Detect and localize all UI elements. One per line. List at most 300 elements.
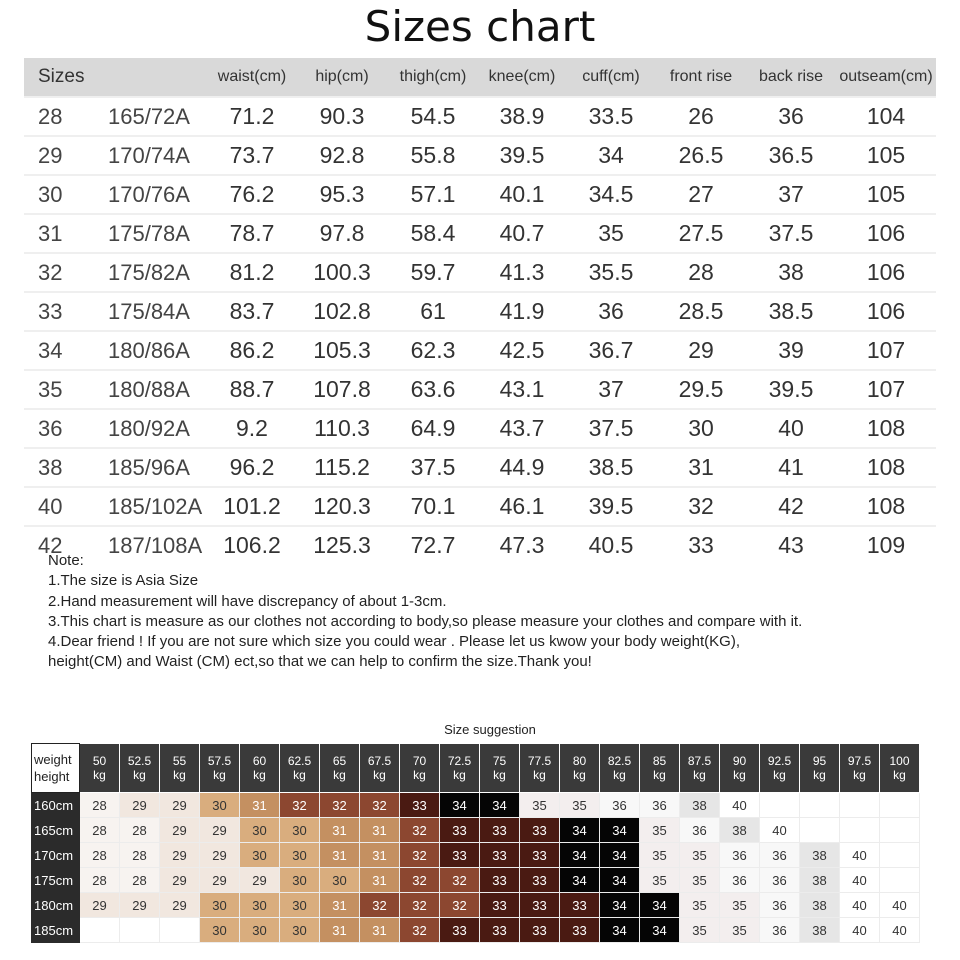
suggested-size-cell: 31: [240, 793, 280, 818]
suggested-size-cell: 33: [520, 918, 560, 943]
suggested-size-cell: 35: [680, 868, 720, 893]
weight-column-header: [480, 744, 520, 793]
weight-unit: kg: [773, 768, 786, 782]
suggestion-row: [32, 918, 920, 943]
suggested-size-cell: 33: [480, 868, 520, 893]
note-line: Note:: [48, 552, 84, 569]
table-cell: 61: [388, 292, 478, 331]
weight-column-header: [400, 744, 440, 793]
weight-column-header: [600, 744, 640, 793]
suggested-size-cell: 29: [160, 893, 200, 918]
table-cell: 38: [24, 448, 108, 487]
weight-value: 65: [332, 754, 347, 768]
suggested-size-cell: 35: [640, 818, 680, 843]
suggested-size-cell: 30: [240, 818, 280, 843]
suggested-size-cell: 34: [600, 818, 640, 843]
suggested-size-cell: 33: [480, 893, 520, 918]
table-cell: 170/76A: [108, 175, 208, 214]
suggested-size-cell: 31: [320, 893, 360, 918]
table-row: [24, 331, 936, 370]
suggested-size-cell: 28: [80, 818, 120, 843]
weight-column-header: [240, 744, 280, 793]
size-chart-table: [24, 58, 936, 564]
weight-value: 92.5: [767, 754, 792, 768]
weight-column-header: [880, 744, 920, 793]
table-row: [24, 448, 936, 487]
weight-unit: kg: [533, 768, 546, 782]
suggested-size-cell: 34: [440, 793, 480, 818]
suggested-size-cell: 30: [280, 843, 320, 868]
table-cell: 38: [746, 253, 836, 292]
weight-value: 72.5: [447, 754, 472, 768]
suggested-size-cell: 40: [760, 818, 800, 843]
weight-value: 82.5: [607, 754, 632, 768]
suggested-size-cell: [840, 793, 880, 818]
table-cell: 107: [836, 370, 936, 409]
suggested-size-cell: 31: [320, 818, 360, 843]
weight-value: 62.5: [287, 754, 312, 768]
suggested-size-cell: 30: [200, 793, 240, 818]
note-line: height(CM) and Waist (CM) ect,so that we can help to confirm the size.Thank you!: [48, 653, 592, 671]
table-cell: 47.3: [478, 526, 566, 564]
table-cell: 105: [836, 175, 936, 214]
table-cell: 108: [836, 409, 936, 448]
column-header: back rise: [746, 58, 836, 97]
suggested-size-cell: 36: [600, 793, 640, 818]
suggested-size-cell: 34: [560, 868, 600, 893]
weight-unit: kg: [333, 768, 346, 782]
suggested-size-cell: 35: [640, 843, 680, 868]
table-cell: 37.5: [388, 448, 478, 487]
weight-unit: kg: [573, 768, 586, 782]
table-cell: 37.5: [566, 409, 656, 448]
table-cell: 37.5: [746, 214, 836, 253]
table-cell: 125.3: [296, 526, 388, 564]
suggested-size-cell: 40: [880, 918, 920, 943]
suggested-size-cell: 32: [360, 793, 400, 818]
suggested-size-cell: 31: [360, 868, 400, 893]
table-cell: 115.2: [296, 448, 388, 487]
table-cell: 26.5: [656, 136, 746, 175]
table-cell: 37: [746, 175, 836, 214]
suggested-size-cell: 34: [640, 918, 680, 943]
table-cell: 63.6: [388, 370, 478, 409]
column-header: cuff(cm): [566, 58, 656, 97]
suggested-size-cell: 34: [560, 843, 600, 868]
suggested-size-cell: [800, 818, 840, 843]
suggested-size-cell: 35: [560, 793, 600, 818]
weight-column-header: [360, 744, 400, 793]
suggested-size-cell: 29: [80, 893, 120, 918]
size-chart-header-row: [24, 58, 936, 97]
table-cell: 43: [746, 526, 836, 564]
suggested-size-cell: 29: [160, 843, 200, 868]
weight-unit: kg: [253, 768, 266, 782]
suggested-size-cell: 32: [440, 868, 480, 893]
suggested-size-cell: 32: [400, 818, 440, 843]
table-cell: 44.9: [478, 448, 566, 487]
column-header: waist(cm): [208, 58, 296, 97]
weight-unit: kg: [893, 768, 906, 782]
suggested-size-cell: 33: [440, 918, 480, 943]
suggested-size-cell: 32: [440, 893, 480, 918]
suggested-size-cell: 32: [360, 893, 400, 918]
table-cell: 62.3: [388, 331, 478, 370]
table-cell: 46.1: [478, 487, 566, 526]
weight-value: 90: [732, 754, 747, 768]
table-cell: 33: [24, 292, 108, 331]
suggested-size-cell: 32: [280, 793, 320, 818]
table-cell: 33: [656, 526, 746, 564]
table-cell: 106: [836, 292, 936, 331]
suggested-size-cell: 40: [840, 893, 880, 918]
table-cell: 41: [746, 448, 836, 487]
table-cell: 110.3: [296, 409, 388, 448]
table-row: [24, 214, 936, 253]
table-cell: 106: [836, 214, 936, 253]
weight-unit: kg: [613, 768, 626, 782]
suggestion-row: [32, 868, 920, 893]
suggested-size-cell: 33: [520, 843, 560, 868]
table-cell: 31: [24, 214, 108, 253]
weight-column-header: [200, 744, 240, 793]
weight-column-header: [640, 744, 680, 793]
suggested-size-cell: 31: [360, 843, 400, 868]
table-cell: 40: [746, 409, 836, 448]
table-cell: 39: [746, 331, 836, 370]
column-header: front rise: [656, 58, 746, 97]
suggested-size-cell: 35: [680, 893, 720, 918]
weight-column-header: [720, 744, 760, 793]
weight-value: 85: [652, 754, 667, 768]
table-cell: 41.3: [478, 253, 566, 292]
suggested-size-cell: 28: [120, 868, 160, 893]
table-cell: 71.2: [208, 97, 296, 136]
note-line: 1.The size is Asia Size: [48, 572, 199, 590]
weight-column-header: [520, 744, 560, 793]
suggested-size-cell: 38: [720, 818, 760, 843]
suggested-size-cell: 29: [120, 793, 160, 818]
weight-column-header: [160, 744, 200, 793]
table-cell: 165/72A: [108, 97, 208, 136]
suggested-size-cell: [160, 918, 200, 943]
table-cell: 42.5: [478, 331, 566, 370]
table-cell: 38.9: [478, 97, 566, 136]
weight-unit: kg: [413, 768, 426, 782]
table-cell: 81.2: [208, 253, 296, 292]
suggested-size-cell: 35: [520, 793, 560, 818]
suggested-size-cell: 31: [360, 818, 400, 843]
weight-column-header: [440, 744, 480, 793]
table-cell: 105.3: [296, 331, 388, 370]
weight-value: 57.5: [207, 754, 232, 768]
table-row: [24, 370, 936, 409]
column-header: hip(cm): [296, 58, 388, 97]
suggested-size-cell: 36: [720, 843, 760, 868]
table-row: [24, 136, 936, 175]
suggested-size-cell: 36: [760, 868, 800, 893]
table-cell: 107: [836, 331, 936, 370]
weight-unit: kg: [293, 768, 306, 782]
table-cell: 43.1: [478, 370, 566, 409]
suggestion-row: [32, 793, 920, 818]
table-cell: 40: [24, 487, 108, 526]
table-cell: 36: [566, 292, 656, 331]
suggested-size-cell: 38: [800, 893, 840, 918]
suggested-size-cell: 40: [840, 868, 880, 893]
suggested-size-cell: 33: [440, 818, 480, 843]
suggested-size-cell: 28: [120, 843, 160, 868]
table-cell: 109: [836, 526, 936, 564]
suggested-size-cell: 38: [800, 843, 840, 868]
weight-value: 67.5: [367, 754, 392, 768]
table-cell: 28.5: [656, 292, 746, 331]
table-cell: 39.5: [566, 487, 656, 526]
table-cell: 36: [746, 97, 836, 136]
suggested-size-cell: 33: [400, 793, 440, 818]
weight-unit: kg: [173, 768, 186, 782]
weight-column-header: [120, 744, 160, 793]
height-row-header: 160cm: [32, 793, 80, 818]
suggestion-row: [32, 818, 920, 843]
table-cell: 38.5: [566, 448, 656, 487]
column-header: knee(cm): [478, 58, 566, 97]
table-row: [24, 487, 936, 526]
suggested-size-cell: [840, 818, 880, 843]
suggested-size-cell: 33: [560, 893, 600, 918]
table-cell: 76.2: [208, 175, 296, 214]
suggested-size-cell: 33: [520, 868, 560, 893]
weight-column-header: [320, 744, 360, 793]
column-header: thigh(cm): [388, 58, 478, 97]
suggested-size-cell: [120, 918, 160, 943]
table-cell: 120.3: [296, 487, 388, 526]
table-cell: 175/82A: [108, 253, 208, 292]
table-cell: 35: [566, 214, 656, 253]
table-cell: 185/96A: [108, 448, 208, 487]
suggested-size-cell: 30: [240, 918, 280, 943]
suggested-size-cell: [760, 793, 800, 818]
suggested-size-cell: 29: [240, 868, 280, 893]
weight-value: 52.5: [127, 754, 152, 768]
suggested-size-cell: 33: [520, 893, 560, 918]
weight-value: 95: [812, 754, 827, 768]
table-cell: 27: [656, 175, 746, 214]
suggested-size-cell: 35: [680, 918, 720, 943]
weight-column-header: [280, 744, 320, 793]
table-cell: 102.8: [296, 292, 388, 331]
table-cell: 88.7: [208, 370, 296, 409]
suggested-size-cell: 33: [440, 843, 480, 868]
weight-column-header: [840, 744, 880, 793]
suggested-size-cell: 34: [600, 843, 640, 868]
suggested-size-cell: 30: [200, 893, 240, 918]
corner-weight-label: weight: [34, 752, 72, 767]
suggested-size-cell: 30: [280, 818, 320, 843]
table-cell: 180/88A: [108, 370, 208, 409]
notes: [48, 551, 938, 673]
table-cell: 86.2: [208, 331, 296, 370]
table-cell: 34: [566, 136, 656, 175]
suggested-size-cell: 33: [520, 818, 560, 843]
weight-unit: kg: [213, 768, 226, 782]
table-cell: 185/102A: [108, 487, 208, 526]
suggested-size-cell: 36: [760, 918, 800, 943]
suggested-size-cell: 29: [200, 843, 240, 868]
size-suggestion-title: Size suggestion: [444, 722, 536, 737]
weight-value: 60: [252, 754, 267, 768]
suggested-size-cell: 29: [160, 818, 200, 843]
column-header: Sizes: [24, 58, 108, 97]
weight-column-header: [80, 744, 120, 793]
suggested-size-cell: 30: [280, 868, 320, 893]
table-cell: 73.7: [208, 136, 296, 175]
suggested-size-cell: 30: [280, 918, 320, 943]
table-cell: 175/78A: [108, 214, 208, 253]
suggested-size-cell: 33: [480, 918, 520, 943]
table-cell: 39.5: [746, 370, 836, 409]
suggestion-body: [32, 793, 920, 943]
table-cell: 64.9: [388, 409, 478, 448]
suggested-size-cell: 33: [480, 818, 520, 843]
suggested-size-cell: 33: [560, 918, 600, 943]
suggested-size-cell: [880, 793, 920, 818]
suggested-size-cell: 28: [80, 843, 120, 868]
weight-unit: kg: [493, 768, 506, 782]
suggested-size-cell: 34: [600, 893, 640, 918]
table-cell: 39.5: [478, 136, 566, 175]
table-cell: 104: [836, 97, 936, 136]
table-cell: 35.5: [566, 253, 656, 292]
table-cell: 29.5: [656, 370, 746, 409]
table-cell: 35: [24, 370, 108, 409]
table-cell: 108: [836, 448, 936, 487]
table-row: [24, 175, 936, 214]
suggested-size-cell: 31: [320, 918, 360, 943]
suggested-size-cell: 34: [600, 868, 640, 893]
height-row-header: 170cm: [32, 843, 80, 868]
table-cell: 106: [836, 253, 936, 292]
height-row-header: 165cm: [32, 818, 80, 843]
weight-value: 100: [889, 754, 910, 768]
suggested-size-cell: 32: [320, 793, 360, 818]
table-cell: 101.2: [208, 487, 296, 526]
table-cell: 106.2: [208, 526, 296, 564]
suggested-size-cell: 29: [200, 868, 240, 893]
suggested-size-cell: 40: [840, 843, 880, 868]
weight-value: 77.5: [527, 754, 552, 768]
table-cell: 36.7: [566, 331, 656, 370]
table-cell: 42: [24, 526, 108, 564]
suggested-size-cell: 28: [80, 793, 120, 818]
suggested-size-cell: 40: [840, 918, 880, 943]
weight-column-header: [760, 744, 800, 793]
table-row: [24, 409, 936, 448]
table-cell: 95.3: [296, 175, 388, 214]
suggested-size-cell: 38: [680, 793, 720, 818]
weight-height-corner: [32, 744, 80, 793]
table-cell: 107.8: [296, 370, 388, 409]
table-row: [24, 97, 936, 136]
weight-unit: kg: [853, 768, 866, 782]
suggested-size-cell: [880, 818, 920, 843]
suggested-size-cell: 29: [160, 868, 200, 893]
table-cell: 29: [656, 331, 746, 370]
table-cell: 97.8: [296, 214, 388, 253]
suggested-size-cell: 30: [240, 843, 280, 868]
table-cell: 170/74A: [108, 136, 208, 175]
table-cell: 29: [24, 136, 108, 175]
suggested-size-cell: 30: [200, 918, 240, 943]
weight-unit: kg: [813, 768, 826, 782]
column-header: outseam(cm): [836, 58, 936, 97]
suggested-size-cell: 36: [680, 818, 720, 843]
suggested-size-cell: 31: [360, 918, 400, 943]
note-line: 2.Hand measurement will have discrepancy of about 1-3cm.: [48, 592, 447, 610]
suggested-size-cell: 36: [760, 893, 800, 918]
weight-unit: kg: [653, 768, 666, 782]
table-cell: 40.1: [478, 175, 566, 214]
suggested-size-cell: [800, 793, 840, 818]
table-cell: 30: [656, 409, 746, 448]
suggested-size-cell: 29: [200, 818, 240, 843]
suggested-size-cell: 30: [280, 893, 320, 918]
table-cell: 92.8: [296, 136, 388, 175]
height-row-header: 175cm: [32, 868, 80, 893]
suggested-size-cell: 35: [640, 868, 680, 893]
suggested-size-cell: 34: [640, 893, 680, 918]
suggested-size-cell: 30: [320, 868, 360, 893]
weight-column-header: [680, 744, 720, 793]
weight-value: 97.5: [847, 754, 872, 768]
suggested-size-cell: 38: [800, 918, 840, 943]
table-cell: 42: [746, 487, 836, 526]
weight-value: 55: [172, 754, 187, 768]
table-cell: 34.5: [566, 175, 656, 214]
table-cell: 38.5: [746, 292, 836, 331]
weight-value: 50: [92, 754, 107, 768]
suggested-size-cell: 38: [800, 868, 840, 893]
weight-unit: kg: [133, 768, 146, 782]
suggested-size-cell: 28: [120, 818, 160, 843]
weight-value: 87.5: [687, 754, 712, 768]
suggested-size-cell: [880, 843, 920, 868]
table-cell: 105: [836, 136, 936, 175]
suggested-size-cell: 34: [480, 793, 520, 818]
suggested-size-cell: 32: [400, 868, 440, 893]
height-row-header: 180cm: [32, 893, 80, 918]
column-header: [108, 58, 208, 97]
table-cell: 9.2: [208, 409, 296, 448]
table-cell: 55.8: [388, 136, 478, 175]
suggested-size-cell: 35: [680, 843, 720, 868]
table-cell: 90.3: [296, 97, 388, 136]
suggested-size-cell: 40: [720, 793, 760, 818]
suggested-size-cell: 30: [240, 893, 280, 918]
table-cell: 28: [24, 97, 108, 136]
weight-column-header: [800, 744, 840, 793]
table-cell: 32: [656, 487, 746, 526]
table-cell: 83.7: [208, 292, 296, 331]
suggested-size-cell: 32: [400, 843, 440, 868]
table-cell: 36.5: [746, 136, 836, 175]
suggested-size-cell: 34: [560, 818, 600, 843]
table-cell: 31: [656, 448, 746, 487]
suggested-size-cell: 33: [480, 843, 520, 868]
table-cell: 96.2: [208, 448, 296, 487]
table-cell: 180/86A: [108, 331, 208, 370]
table-cell: 33.5: [566, 97, 656, 136]
